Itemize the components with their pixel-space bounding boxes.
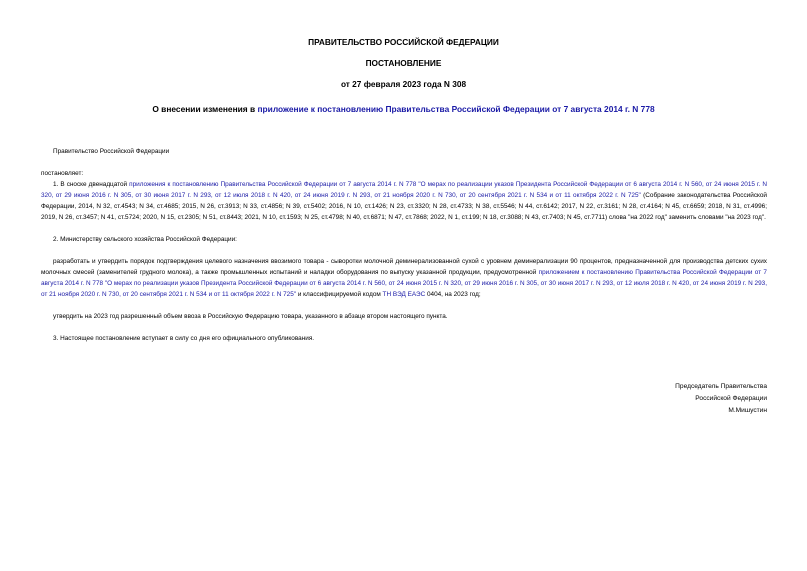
title-link[interactable]: приложение к постановлению Правительства Российской Федерации от 7 августа 2014 г. N 778 [257,104,655,114]
date-number-heading: от 27 февраля 2023 года N 308 [340,79,467,89]
paragraph-2: 2. Министерству сельского хозяйства Российской Федерации: [53,236,237,243]
paragraph-2-item-2: утвердить на 2023 год разрешенный объем ввоза в Российскую Федерацию товара, указанного в абзаце втором настоящего пункта. [53,313,448,320]
tn-ved-link[interactable]: ТН ВЭД ЕАЭС [382,291,426,298]
document-type-heading: ПОСТАНОВЛЕНИЕ [365,58,442,68]
paragraph-1-start: 1. В сноске двенадцатой [53,181,130,188]
paragraph-2-item-1-start: разработать и утвердить порядок подтверждения целевого назначения ввозимого товара - сыворотки молочной деминерализованной сухой с уровнем деминерализации 90 процентов, предназначенной для производства детских сухих молочных смесей (заменителей грудного молока), а также промышленных испытаний и наладки оборудования по выпуску указанной продукции, предусмотренной [41,258,767,276]
paragraph-2-item-1-end: 0404, на 2023 год; [425,291,481,298]
paragraph-1 [41,179,767,223]
document-body [41,146,767,344]
annex-778-link[interactable]: приложения к постановлению Правительства Российской Федерации от 7 августа 2014 г. N 778 "О мерах по реализации указов Президента Российской Федерации от 6 августа 2014 г. N 560, от 24 июня 2015 г. N 320, от 29 июня 2016 г. N 305, от 30 июня 2017 г. N 293, от 12 июля 2018 г. N 420, от 24 июня 2019 г. N 293, от 21 ноября 2020 г. N 730, от 20 сентября 2021 г. N 534 и от 11 октября 2022 г. N 725" [41,181,768,199]
paragraph-2-item-1-mid: и классифицируемой кодом [296,291,383,298]
intro-paragraph: Правительство Российской Федерации [53,148,170,155]
annex-778-link-2[interactable]: приложением к постановлению Правительства Российской Федерации от 7 августа 2014 г. N 778 "О мерах по реализации указов Президента Российской Федерации от 6 августа 2014 г. N 560, от 24 июня 2015 г. N 320, от 29 июня 2016 г. N 305, от 30 июня 2017 г. N 293, от 12 июля 2018 г. N 420, от 24 июня 2019 г. N 293, от 21 ноября 2020 г. N 730, от 20 сентября 2021 г. N 534 и от 11 октября 2022 г. N 725" [41,269,767,298]
paragraph-3: 3. Настоящее постановление вступает в силу со дня его официального опубликования. [53,335,315,342]
signature-position: Председатель Правительства [675,383,767,390]
paragraph-2-item-1 [41,256,767,300]
decides-paragraph: постановляет: [41,170,84,177]
document-title [0,104,807,114]
signature-block [675,381,767,417]
title-prefix: О внесении изменения в [152,104,258,114]
signature-organization: Российской Федерации [695,395,767,402]
government-heading: ПРАВИТЕЛЬСТВО РОССИЙСКОЙ ФЕДЕРАЦИИ [308,37,499,47]
signature-name: М.Мишустин [728,407,767,414]
paragraph-1-end: (Собрание законодательства Российской Федерации, 2014, N 32, ст.4543; N 34, ст.4685; 2015, N 26, ст.3913; N 33, ст.4856; N 39, ст.5402; 2016, N 10, ст.1426; N 23, ст.3320; N 28, ст.4733; N 38, ст.5546; N 44, ст.6142; 2017, N 22, ст.3161; N 28, ст.4164; N 45, ст.6659; 2018, N 31, ст.4996; 2019, N 26, ст.3457; N 41, ст.5724; 2020, N 15, ст.2305; N 51, ст.8443; 2021, N 10, ст.1593; N 25, ст.4798; N 40, ст.6871; N 47, ст.7868; 2022, N 1, ст.199; N 18, ст.3088; N 43, ст.7403; N 45, ст.7711) слова "на 2022 год" заменить словами "на 2023 год". [41,192,768,221]
